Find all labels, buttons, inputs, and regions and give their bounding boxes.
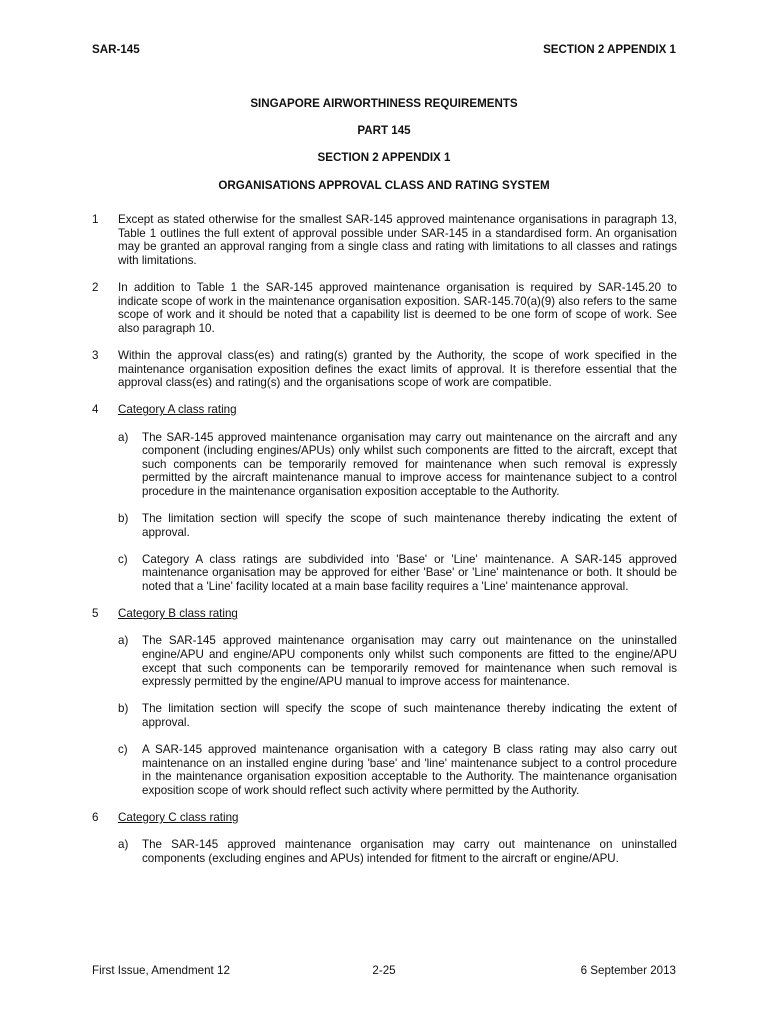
paragraph-number: 3 [92,348,99,362]
subparagraph-5a [118,634,677,688]
subparagraph-text: The SAR-145 approved maintenance organisation may carry out maintenance on uninstalled components (excluding engines and APUs) intended for fitment to the aircraft or engine/APU. [142,838,677,865]
paragraph-text: Except as stated otherwise for the smallest SAR-145 approved maintenance organisations in paragraph 13, Table 1 outlines the full extent of approval possible under SAR-145 in a standardised form. An organisation may be granted an approval ranging from a single class and rating with limitations to all classes and ratings with limitations. [118,213,677,267]
section-heading: Category B class rating [118,607,238,621]
subparagraph-text: The limitation section will specify the scope of such maintenance thereby indicating the extent of approval. [142,512,677,539]
section-heading: Category C class rating [118,811,239,825]
section-heading: Category A class rating [118,403,237,417]
subparagraph-text: The SAR-145 approved maintenance organisation may carry out maintenance on the aircraft and any component (including engines/APUs) only whilst such components are fitted to the aircraft, except that such components can be temporarily removed for maintenance when such removal is expressly permitted by the aircraft maintenance manual to improve access for maintenance subject to a control procedure in the maintenance organisation exposition acceptable to the Authority. [142,430,677,498]
header-document-id: SAR-145 [92,43,140,56]
subparagraph-6a [118,838,677,865]
header-section: SECTION 2 APPENDIX 1 [543,43,676,56]
subparagraph-letter: c) [118,552,128,566]
footer-page-number: 2-25 [372,964,396,977]
subparagraph-text: The SAR-145 approved maintenance organisation may carry out maintenance on the uninstalled engine/APU and engine/APU components only whilst such components are fitted to the engine/APU except that such components can be temporarily removed for maintenance when such removal is expressly permitted by the engine/APU manual to improve access for maintenance. [142,634,677,689]
subparagraph-letter: b) [118,702,129,716]
paragraph-number: 2 [92,280,99,294]
title-section: SECTION 2 APPENDIX 1 [317,151,451,165]
paragraph-number: 4 [92,403,99,417]
subparagraph-letter: a) [118,430,129,444]
paragraph-5 [92,607,677,621]
paragraph-text: In addition to Table 1 the SAR-145 approved maintenance organisation is required by SAR-145.20 to indicate scope of work in the maintenance organisation exposition. SAR-145.70(a)(9) also refers to the same scope of work and it should be noted that a capability list is deemed to be one form of scope of work. See also paragraph 10. [118,280,677,335]
subparagraph-text: A SAR-145 approved maintenance organisation with a category B class rating may also carry out maintenance on an installed engine during 'base' and 'line' maintenance subject to a control procedure in the maintenance organisation exposition acceptable to the Authority. The maintenance organisation exposition scope of work should reflect such activity where permitted by the Authority. [142,743,677,797]
subparagraph-letter: c) [118,743,128,757]
paragraph-4 [92,403,677,417]
subparagraph-letter: b) [118,512,129,526]
subparagraph-letter: a) [118,838,129,852]
paragraph-6 [92,811,677,825]
title-part: PART 145 [357,124,411,138]
subparagraph-5c [118,743,677,797]
subparagraph-text: Category A class ratings are subdivided into 'Base' or 'Line' maintenance. A SAR-145 approved maintenance organisation may be approved for either 'Base' or 'Line' maintenance or both. It should be noted that a 'Line' facility located at a main base facility requires a 'Line' maintenance approval. [142,552,677,594]
paragraph-text: Within the approval class(es) and rating(s) granted by the Authority, the scope of work specified in the maintenance organisation exposition defines the exact limits of approval. It is therefore essential that the approval class(es) and rating(s) and the organisations scope of work are compatible. [118,348,677,390]
subparagraph-4a [118,431,677,499]
footer-issue: First Issue, Amendment 12 [92,964,230,977]
subparagraph-4b [118,512,677,539]
paragraph-1 [92,213,677,267]
paragraph-number: 5 [92,607,99,621]
title-main: SINGAPORE AIRWORTHINESS REQUIREMENTS [250,97,518,110]
paragraph-3 [92,349,677,390]
title-block [92,97,676,206]
paragraph-2 [92,281,677,335]
document-body [92,213,677,879]
subparagraph-5b [118,702,677,729]
subparagraph-4c [118,553,677,594]
footer-date: 6 September 2013 [580,964,676,977]
paragraph-number: 6 [92,811,99,825]
title-subject: ORGANISATIONS APPROVAL CLASS AND RATING SYSTEM [218,178,550,192]
subparagraph-letter: a) [118,634,129,648]
paragraph-number: 1 [92,213,99,226]
subparagraph-text: The limitation section will specify the scope of such maintenance thereby indicating the extent of approval. [142,702,677,729]
page-footer [92,964,676,978]
